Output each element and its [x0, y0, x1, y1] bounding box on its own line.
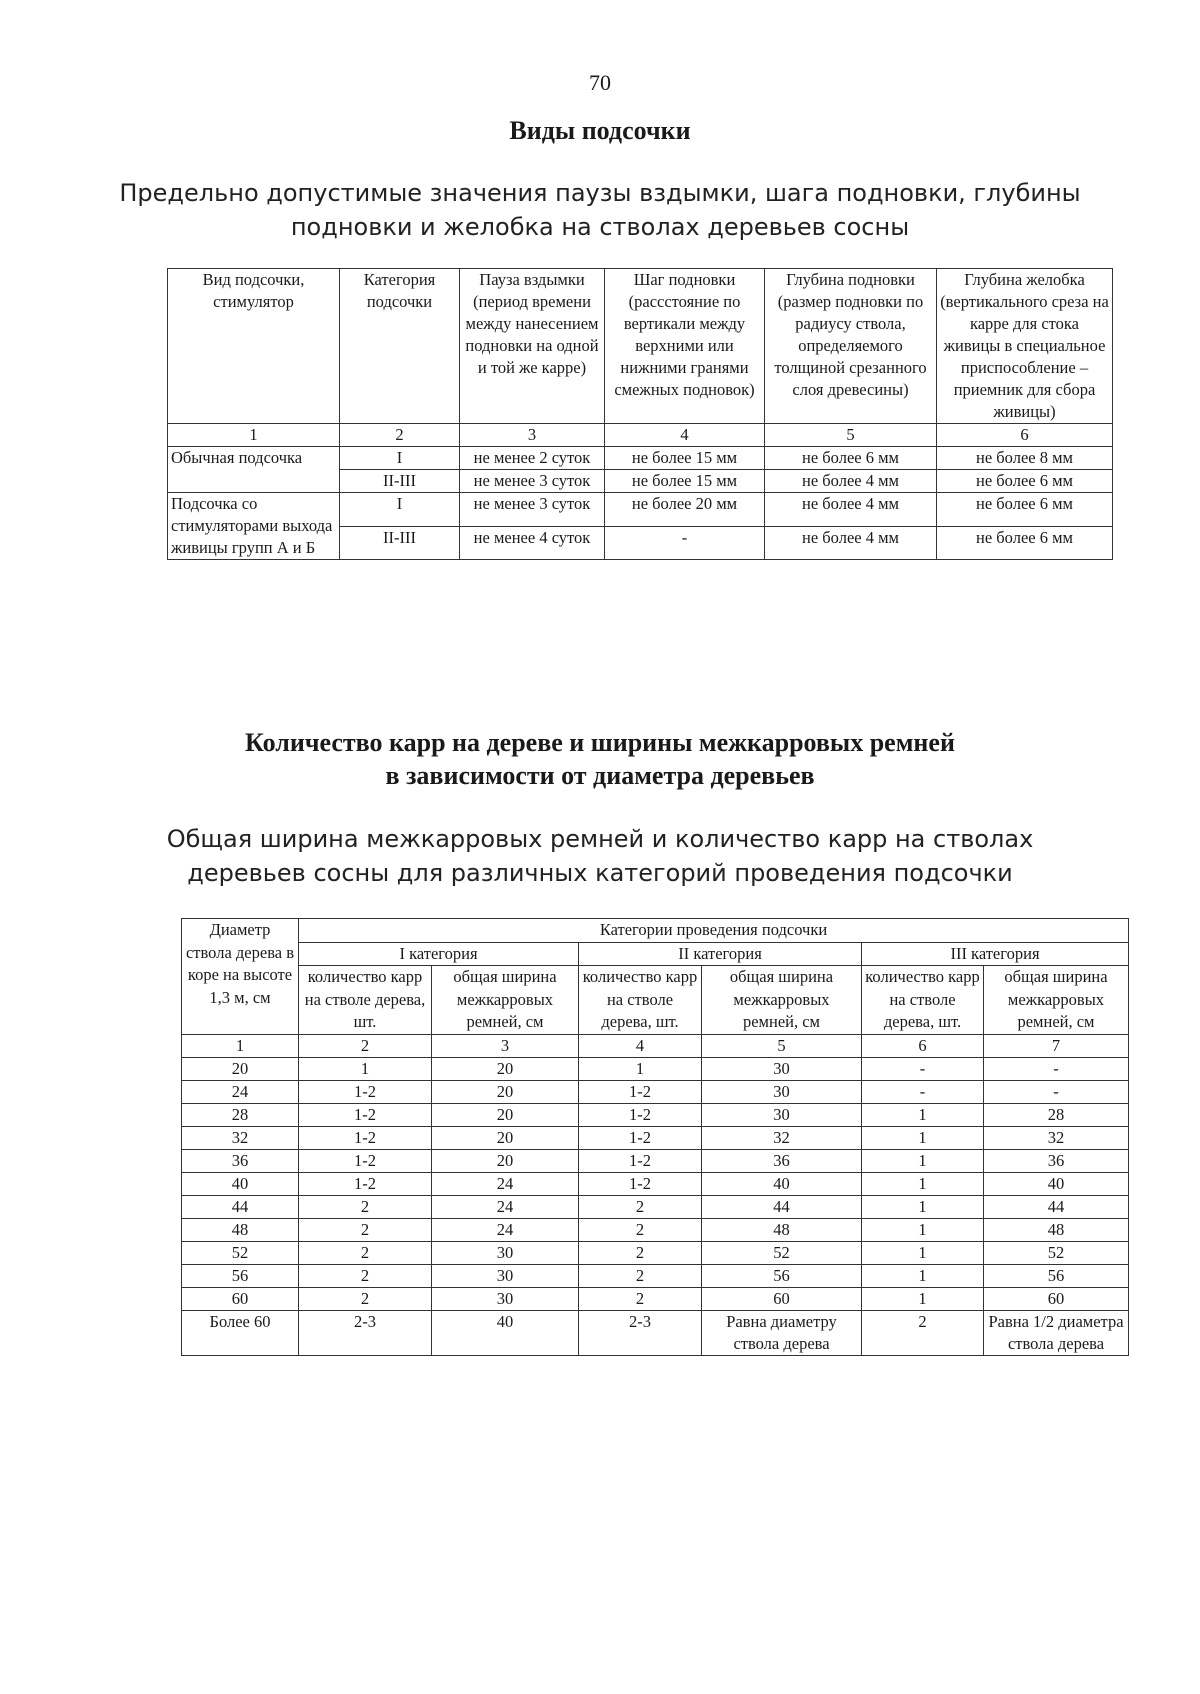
diameter-cell: Более 60: [182, 1310, 299, 1355]
table-row: [168, 493, 1113, 527]
cat3-width-cell: 56: [984, 1264, 1129, 1287]
cat1-width-cell: 24: [432, 1218, 579, 1241]
col-number: 4: [579, 1034, 702, 1057]
cat3-width-cell: -: [984, 1080, 1129, 1103]
col-number: 3: [432, 1034, 579, 1057]
header-count: количество карр на стволе дерева, шт.: [862, 966, 984, 1035]
step-cell: не более 15 мм: [605, 447, 765, 470]
cat2-width-cell: Равна диаметру ствола дерева: [702, 1310, 862, 1355]
cat2-width-cell: 56: [702, 1264, 862, 1287]
cat1-width-cell: 20: [432, 1103, 579, 1126]
cat3-width-cell: 48: [984, 1218, 1129, 1241]
cat1-count-cell: 2-3: [299, 1310, 432, 1355]
table-header-row: [182, 966, 1129, 1035]
cat2-width-cell: 60: [702, 1287, 862, 1310]
cat2-count-cell: 1-2: [579, 1126, 702, 1149]
section2-subtitle-line1: Общая ширина межкарровых ремней и количество карр на стволах: [166, 825, 1034, 853]
diameter-cell: 28: [182, 1103, 299, 1126]
cat1-width-cell: 24: [432, 1172, 579, 1195]
cat2-width-cell: 52: [702, 1241, 862, 1264]
header-pause: Пауза вздымки (период времени между нанесением подновки на одной и той же карре): [460, 269, 605, 424]
column-number-row: [182, 1034, 1129, 1057]
header-tapping-type: Вид подсочки, стимулятор: [168, 269, 340, 424]
depth-cell: не более 4 мм: [765, 493, 937, 527]
cat3-count-cell: 1: [862, 1126, 984, 1149]
cat2-width-cell: 48: [702, 1218, 862, 1241]
section1-subtitle-line2: подновки и желобка на стволах деревьев сосны: [290, 213, 910, 241]
step-cell: не более 15 мм: [605, 470, 765, 493]
carre-count-table: [181, 918, 1129, 1356]
table-row: [182, 1080, 1129, 1103]
groove-cell: не более 6 мм: [937, 493, 1113, 527]
pause-cell: не менее 3 суток: [460, 470, 605, 493]
groove-cell: не более 6 мм: [937, 526, 1113, 560]
cat2-count-cell: 2: [579, 1264, 702, 1287]
table-header-row: [182, 919, 1129, 943]
cat3-width-cell: 36: [984, 1149, 1129, 1172]
cat1-count-cell: 2: [299, 1218, 432, 1241]
diameter-cell: 20: [182, 1057, 299, 1080]
cat1-width-cell: 40: [432, 1310, 579, 1355]
groove-cell: не более 6 мм: [937, 470, 1113, 493]
page-number: 70: [589, 70, 611, 95]
category-cell: I: [340, 493, 460, 527]
group-label-ordinary: Обычная подсочка: [168, 447, 340, 493]
header-count: количество карр на стволе дерева, шт.: [579, 966, 702, 1035]
cat1-width-cell: 20: [432, 1149, 579, 1172]
cat1-count-cell: 1-2: [299, 1103, 432, 1126]
table-row: [168, 447, 1113, 470]
cat3-width-cell: 60: [984, 1287, 1129, 1310]
cat2-width-cell: 40: [702, 1172, 862, 1195]
pause-cell: не менее 3 суток: [460, 493, 605, 527]
category-cell: I: [340, 447, 460, 470]
cat2-width-cell: 30: [702, 1103, 862, 1126]
category-cell: II-III: [340, 470, 460, 493]
cat1-width-cell: 30: [432, 1287, 579, 1310]
cat3-width-cell: 44: [984, 1195, 1129, 1218]
category-cell: II-III: [340, 526, 460, 560]
cat2-count-cell: 2: [579, 1218, 702, 1241]
diameter-cell: 44: [182, 1195, 299, 1218]
section1-subtitle-line1: Предельно допустимые значения паузы вздымки, шага подновки, глубины: [119, 179, 1081, 207]
header-diameter: Диаметр ствола дерева в коре на высоте 1,3 м, см: [182, 919, 299, 1035]
cat3-width-cell: 28: [984, 1103, 1129, 1126]
col-number: 3: [460, 424, 605, 447]
diameter-cell: 56: [182, 1264, 299, 1287]
cat1-count-cell: 1-2: [299, 1080, 432, 1103]
cat1-count-cell: 2: [299, 1195, 432, 1218]
col-number: 1: [182, 1034, 299, 1057]
header-category-3: III категория: [862, 942, 1129, 966]
cat3-width-cell: -: [984, 1057, 1129, 1080]
cat3-count-cell: 1: [862, 1264, 984, 1287]
cat2-count-cell: 2: [579, 1195, 702, 1218]
diameter-cell: 32: [182, 1126, 299, 1149]
step-cell: -: [605, 526, 765, 560]
cat1-count-cell: 1: [299, 1057, 432, 1080]
section2-title-line1: Количество карр на дереве и ширины межкарровых ремней: [245, 728, 955, 757]
cat3-count-cell: 2: [862, 1310, 984, 1355]
header-category: Категория подсочки: [340, 269, 460, 424]
col-number: 7: [984, 1034, 1129, 1057]
step-cell: не более 20 мм: [605, 493, 765, 527]
section2-title-line2: в зависимости от диаметра деревьев: [385, 761, 815, 790]
section1-title: Виды подсочки: [509, 116, 691, 145]
cat3-count-cell: 1: [862, 1172, 984, 1195]
col-number: 5: [765, 424, 937, 447]
cat2-width-cell: 30: [702, 1057, 862, 1080]
cat3-width-cell: 52: [984, 1241, 1129, 1264]
table-row: [182, 1149, 1129, 1172]
table-header-row: [182, 942, 1129, 966]
header-count: количество карр на стволе дерева, шт.: [299, 966, 432, 1035]
cat1-width-cell: 24: [432, 1195, 579, 1218]
cat3-count-cell: -: [862, 1080, 984, 1103]
cat3-count-cell: 1: [862, 1149, 984, 1172]
diameter-cell: 48: [182, 1218, 299, 1241]
header-step: Шаг подновки (рассстояние по вертикали между верхними или нижними гранями смежных подновок): [605, 269, 765, 424]
diameter-cell: 52: [182, 1241, 299, 1264]
cat1-count-cell: 1-2: [299, 1149, 432, 1172]
table-body: [182, 1057, 1129, 1355]
cat1-count-cell: 1-2: [299, 1172, 432, 1195]
cat2-count-cell: 1-2: [579, 1080, 702, 1103]
groove-cell: не более 8 мм: [937, 447, 1113, 470]
table-row: [182, 1310, 1129, 1355]
group-label-stimulators: Подсочка со стимуляторами выхода живицы групп А и Б: [168, 493, 340, 560]
diameter-cell: 36: [182, 1149, 299, 1172]
table-row: [182, 1103, 1129, 1126]
cat2-width-cell: 32: [702, 1126, 862, 1149]
cat2-count-cell: 2: [579, 1241, 702, 1264]
table-row: [182, 1172, 1129, 1195]
col-number: 4: [605, 424, 765, 447]
cat2-width-cell: 30: [702, 1080, 862, 1103]
section2-subtitle-line2: деревьев сосны для различных категорий проведения подсочки: [187, 859, 1013, 887]
cat3-count-cell: 1: [862, 1195, 984, 1218]
column-number-row: [168, 424, 1113, 447]
cat1-count-cell: 2: [299, 1287, 432, 1310]
cat3-count-cell: 1: [862, 1287, 984, 1310]
col-number: 1: [168, 424, 340, 447]
col-number: 6: [937, 424, 1113, 447]
cat3-count-cell: -: [862, 1057, 984, 1080]
table-row: [182, 1057, 1129, 1080]
depth-cell: не более 4 мм: [765, 470, 937, 493]
header-width: общая ширина межкарровых ремней, см: [702, 966, 862, 1035]
cat2-count-cell: 1-2: [579, 1103, 702, 1126]
cat3-width-cell: 40: [984, 1172, 1129, 1195]
table-row: [182, 1264, 1129, 1287]
cat3-count-cell: 1: [862, 1103, 984, 1126]
cat2-width-cell: 36: [702, 1149, 862, 1172]
table-row: [182, 1126, 1129, 1149]
cat1-count-cell: 1-2: [299, 1126, 432, 1149]
header-groove: Глубина желобка (вертикального среза на карре для стока живицы в специальное приспособление – приемник для сбора живицы): [937, 269, 1113, 424]
header-category-2: II категория: [579, 942, 862, 966]
col-number: 2: [340, 424, 460, 447]
cat3-width-cell: 32: [984, 1126, 1129, 1149]
table-row: [182, 1287, 1129, 1310]
header-depth: Глубина подновки (размер подновки по радиусу ствола, определяемого толщиной срезанного слоя древесины): [765, 269, 937, 424]
tapping-limits-table: [167, 268, 1113, 560]
diameter-cell: 60: [182, 1287, 299, 1310]
header-categories: Категории проведения подсочки: [299, 919, 1129, 943]
cat1-width-cell: 20: [432, 1080, 579, 1103]
cat1-count-cell: 2: [299, 1241, 432, 1264]
cat1-width-cell: 30: [432, 1264, 579, 1287]
cat2-count-cell: 2: [579, 1287, 702, 1310]
header-width: общая ширина межкарровых ремней, см: [984, 966, 1129, 1035]
cat2-count-cell: 1: [579, 1057, 702, 1080]
table-header-row: [168, 269, 1113, 424]
cat2-width-cell: 44: [702, 1195, 862, 1218]
table-row: [182, 1241, 1129, 1264]
cat3-count-cell: 1: [862, 1241, 984, 1264]
diameter-cell: 24: [182, 1080, 299, 1103]
cat1-width-cell: 20: [432, 1057, 579, 1080]
table-row: [182, 1218, 1129, 1241]
cat1-width-cell: 20: [432, 1126, 579, 1149]
header-category-1: I категория: [299, 942, 579, 966]
cat3-count-cell: 1: [862, 1218, 984, 1241]
cat2-count-cell: 1-2: [579, 1172, 702, 1195]
cat1-width-cell: 30: [432, 1241, 579, 1264]
pause-cell: не менее 4 суток: [460, 526, 605, 560]
cat2-count-cell: 2-3: [579, 1310, 702, 1355]
header-width: общая ширина межкарровых ремней, см: [432, 966, 579, 1035]
table-row: [182, 1195, 1129, 1218]
diameter-cell: 40: [182, 1172, 299, 1195]
depth-cell: не более 6 мм: [765, 447, 937, 470]
col-number: 2: [299, 1034, 432, 1057]
col-number: 6: [862, 1034, 984, 1057]
cat2-count-cell: 1-2: [579, 1149, 702, 1172]
depth-cell: не более 4 мм: [765, 526, 937, 560]
cat3-width-cell: Равна 1/2 диаметра ствола дерева: [984, 1310, 1129, 1355]
cat1-count-cell: 2: [299, 1264, 432, 1287]
pause-cell: не менее 2 суток: [460, 447, 605, 470]
col-number: 5: [702, 1034, 862, 1057]
